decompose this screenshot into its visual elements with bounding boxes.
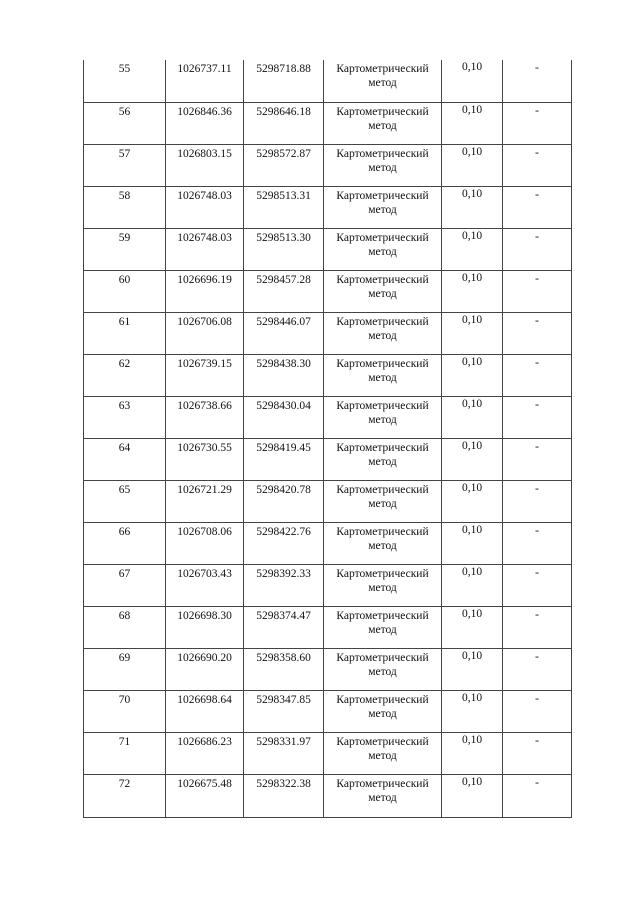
point-number: 65: [118, 483, 131, 496]
point-number-cell: [84, 60, 166, 102]
note-cell: [503, 648, 572, 690]
accuracy-cell: [442, 648, 503, 690]
y-coordinate-cell: [244, 690, 324, 732]
note-value: -: [535, 60, 539, 74]
accuracy-cell: [442, 438, 503, 480]
y-coordinate: 5298392.33: [256, 567, 311, 580]
x-coordinate: 1026738.66: [177, 399, 232, 412]
note-value: -: [535, 564, 539, 579]
point-number: 56: [118, 105, 131, 118]
note-value: -: [535, 732, 539, 747]
method-line-2: метод: [368, 707, 397, 720]
method-cell: [324, 144, 442, 186]
y-coordinate: 5298513.30: [256, 231, 311, 244]
x-coordinate-cell: [166, 270, 244, 312]
coordinates-table-body: [84, 60, 572, 817]
x-coordinate-cell: [166, 396, 244, 438]
y-coordinate: 5298513.31: [256, 189, 311, 202]
method-line-2: метод: [368, 665, 397, 678]
method-line-1: Картометрический: [336, 567, 429, 580]
accuracy-cell: [442, 102, 503, 144]
x-coordinate-cell: [166, 648, 244, 690]
table-row: [84, 438, 572, 480]
point-number: 64: [118, 441, 131, 454]
method-cell: [324, 690, 442, 732]
table-row: [84, 270, 572, 312]
method-line-1: Картометрический: [336, 399, 429, 412]
table-row: [84, 186, 572, 228]
method-cell: [324, 270, 442, 312]
table-row: [84, 522, 572, 564]
x-coordinate: 1026706.08: [177, 315, 232, 328]
accuracy-cell: [442, 354, 503, 396]
method-line-2: метод: [368, 287, 397, 300]
accuracy-cell: [442, 690, 503, 732]
note-cell: [503, 102, 572, 144]
method-line-1: Картометрический: [336, 609, 429, 622]
point-number-cell: [84, 606, 166, 648]
point-number-cell: [84, 312, 166, 354]
y-coordinate-cell: [244, 564, 324, 606]
method-line-2: метод: [368, 455, 397, 468]
x-coordinate-cell: [166, 522, 244, 564]
accuracy-value: 0,10: [461, 607, 483, 620]
x-coordinate-cell: [166, 774, 244, 817]
table-row: [84, 144, 572, 186]
note-value: -: [535, 354, 539, 369]
accuracy-cell: [442, 480, 503, 522]
x-coordinate: 1026748.03: [177, 231, 232, 244]
note-cell: [503, 690, 572, 732]
table-row: [84, 396, 572, 438]
method-cell: [324, 732, 442, 774]
point-number-cell: [84, 774, 166, 817]
note-value: -: [535, 186, 539, 201]
point-number-cell: [84, 648, 166, 690]
point-number: 67: [118, 567, 131, 580]
accuracy-cell: [442, 732, 503, 774]
accuracy-value: 0,10: [461, 523, 483, 536]
table-row: [84, 690, 572, 732]
point-number-cell: [84, 396, 166, 438]
y-coordinate-cell: [244, 144, 324, 186]
x-coordinate-cell: [166, 732, 244, 774]
method-line-1: Картометрический: [336, 777, 429, 790]
accuracy-value: 0,10: [461, 355, 483, 368]
accuracy-cell: [442, 186, 503, 228]
accuracy-value: 0,10: [461, 439, 483, 452]
accuracy-value: 0,10: [461, 733, 483, 746]
point-number: 59: [118, 231, 131, 244]
point-number: 60: [118, 273, 131, 286]
method-line-2: метод: [368, 161, 397, 174]
table-row: [84, 732, 572, 774]
x-coordinate: 1026708.06: [177, 525, 232, 538]
y-coordinate-cell: [244, 102, 324, 144]
y-coordinate: 5298430.04: [256, 399, 311, 412]
y-coordinate-cell: [244, 396, 324, 438]
point-number-cell: [84, 690, 166, 732]
x-coordinate: 1026748.03: [177, 189, 232, 202]
accuracy-value: 0,10: [461, 61, 483, 73]
accuracy-cell: [442, 396, 503, 438]
x-coordinate: 1026703.43: [177, 567, 232, 580]
y-coordinate: 5298438.30: [256, 357, 311, 370]
accuracy-value: 0,10: [461, 775, 483, 788]
note-value: -: [535, 396, 539, 411]
note-cell: [503, 732, 572, 774]
y-coordinate-cell: [244, 648, 324, 690]
accuracy-cell: [442, 60, 503, 102]
method-cell: [324, 564, 442, 606]
note-cell: [503, 312, 572, 354]
note-cell: [503, 144, 572, 186]
method-cell: [324, 774, 442, 817]
accuracy-value: 0,10: [461, 145, 483, 158]
table-row: [84, 606, 572, 648]
y-coordinate-cell: [244, 354, 324, 396]
method-line-2: метод: [368, 539, 397, 552]
note-cell: [503, 60, 572, 102]
point-number: 69: [118, 651, 131, 664]
method-line-1: Картометрический: [336, 693, 429, 706]
method-cell: [324, 60, 442, 102]
method-line-1: Картометрический: [336, 735, 429, 748]
x-coordinate-cell: [166, 480, 244, 522]
y-coordinate-cell: [244, 606, 324, 648]
point-number-cell: [84, 354, 166, 396]
method-cell: [324, 354, 442, 396]
table-row: [84, 312, 572, 354]
x-coordinate: 1026721.29: [177, 483, 232, 496]
method-cell: [324, 312, 442, 354]
point-number-cell: [84, 270, 166, 312]
point-number-cell: [84, 522, 166, 564]
point-number: 62: [118, 357, 131, 370]
method-line-2: метод: [368, 371, 397, 384]
method-line-1: Картометрический: [336, 525, 429, 538]
x-coordinate: 1026803.15: [177, 147, 232, 160]
table-row: [84, 354, 572, 396]
accuracy-value: 0,10: [461, 271, 483, 284]
point-number: 70: [118, 693, 131, 706]
y-coordinate: 5298457.28: [256, 273, 311, 286]
note-value: -: [535, 144, 539, 159]
x-coordinate: 1026675.48: [177, 777, 232, 790]
note-cell: [503, 774, 572, 817]
y-coordinate: 5298422.76: [256, 525, 311, 538]
x-coordinate: 1026686.23: [177, 735, 232, 748]
point-number-cell: [84, 144, 166, 186]
point-number-cell: [84, 102, 166, 144]
note-cell: [503, 228, 572, 270]
accuracy-value: 0,10: [461, 103, 483, 116]
note-cell: [503, 522, 572, 564]
x-coordinate-cell: [166, 690, 244, 732]
x-coordinate-cell: [166, 228, 244, 270]
accuracy-value: 0,10: [461, 187, 483, 200]
note-value: -: [535, 648, 539, 663]
x-coordinate-cell: [166, 102, 244, 144]
method-cell: [324, 186, 442, 228]
point-number-cell: [84, 186, 166, 228]
x-coordinate-cell: [166, 60, 244, 102]
note-value: -: [535, 606, 539, 621]
method-line-1: Картометрический: [336, 441, 429, 454]
note-value: -: [535, 774, 539, 789]
x-coordinate: 1026730.55: [177, 441, 232, 454]
y-coordinate: 5298347.85: [256, 693, 311, 706]
x-coordinate-cell: [166, 438, 244, 480]
method-line-2: метод: [368, 497, 397, 510]
note-cell: [503, 354, 572, 396]
y-coordinate: 5298374.47: [256, 609, 311, 622]
x-coordinate-cell: [166, 186, 244, 228]
note-cell: [503, 186, 572, 228]
accuracy-cell: [442, 774, 503, 817]
y-coordinate: 5298646.18: [256, 105, 311, 118]
point-number: 63: [118, 399, 131, 412]
y-coordinate-cell: [244, 228, 324, 270]
point-number-cell: [84, 564, 166, 606]
point-number: 55: [118, 63, 131, 75]
accuracy-value: 0,10: [461, 313, 483, 326]
method-line-1: Картометрический: [336, 483, 429, 496]
point-number: 72: [118, 777, 131, 790]
x-coordinate-cell: [166, 144, 244, 186]
coordinates-table: [83, 60, 572, 818]
method-line-1: Картометрический: [336, 273, 429, 286]
accuracy-cell: [442, 312, 503, 354]
accuracy-value: 0,10: [461, 229, 483, 242]
method-cell: [324, 648, 442, 690]
point-number-cell: [84, 480, 166, 522]
accuracy-value: 0,10: [461, 565, 483, 578]
accuracy-cell: [442, 564, 503, 606]
method-line-2: метод: [368, 119, 397, 132]
method-cell: [324, 480, 442, 522]
method-line-2: метод: [368, 329, 397, 342]
x-coordinate: 1026698.64: [177, 693, 232, 706]
method-line-2: метод: [368, 203, 397, 216]
method-line-1: Картометрический: [336, 357, 429, 370]
table-row: [84, 774, 572, 817]
point-number: 71: [118, 735, 131, 748]
point-number: 66: [118, 525, 131, 538]
note-value: -: [535, 270, 539, 285]
accuracy-cell: [442, 228, 503, 270]
accuracy-value: 0,10: [461, 649, 483, 662]
accuracy-cell: [442, 144, 503, 186]
point-number-cell: [84, 438, 166, 480]
x-coordinate: 1026690.20: [177, 651, 232, 664]
x-coordinate-cell: [166, 354, 244, 396]
note-value: -: [535, 522, 539, 537]
y-coordinate: 5298446.07: [256, 315, 311, 328]
x-coordinate-cell: [166, 564, 244, 606]
y-coordinate: 5298419.45: [256, 441, 311, 454]
method-cell: [324, 396, 442, 438]
accuracy-cell: [442, 606, 503, 648]
method-line-1: Картометрический: [336, 315, 429, 328]
accuracy-value: 0,10: [461, 691, 483, 704]
method-line-2: метод: [368, 791, 397, 804]
method-line-2: метод: [368, 581, 397, 594]
note-value: -: [535, 228, 539, 243]
y-coordinate: 5298572.87: [256, 147, 311, 160]
y-coordinate-cell: [244, 480, 324, 522]
method-line-1: Картометрический: [336, 105, 429, 118]
point-number: 61: [118, 315, 131, 328]
x-coordinate-cell: [166, 312, 244, 354]
note-cell: [503, 270, 572, 312]
method-cell: [324, 102, 442, 144]
y-coordinate: 5298718.88: [256, 63, 311, 75]
table-row: [84, 228, 572, 270]
method-line-1: Картометрический: [336, 231, 429, 244]
y-coordinate-cell: [244, 186, 324, 228]
method-line-2: метод: [368, 413, 397, 426]
point-number-cell: [84, 732, 166, 774]
method-line-1: Картометрический: [336, 147, 429, 160]
note-cell: [503, 564, 572, 606]
accuracy-cell: [442, 522, 503, 564]
y-coordinate-cell: [244, 60, 324, 102]
x-coordinate: 1026696.19: [177, 273, 232, 286]
point-number-cell: [84, 228, 166, 270]
method-line-2: метод: [368, 623, 397, 636]
x-coordinate: 1026846.36: [177, 105, 232, 118]
method-line-2: метод: [368, 245, 397, 258]
note-cell: [503, 438, 572, 480]
table-row: [84, 564, 572, 606]
note-cell: [503, 396, 572, 438]
table-row: [84, 102, 572, 144]
method-cell: [324, 522, 442, 564]
method-line-1: Картометрический: [336, 189, 429, 202]
method-cell: [324, 606, 442, 648]
note-value: -: [535, 102, 539, 117]
note-value: -: [535, 690, 539, 705]
accuracy-value: 0,10: [461, 397, 483, 410]
y-coordinate: 5298331.97: [256, 735, 311, 748]
y-coordinate: 5298420.78: [256, 483, 311, 496]
x-coordinate-cell: [166, 606, 244, 648]
y-coordinate-cell: [244, 522, 324, 564]
method-cell: [324, 438, 442, 480]
x-coordinate: 1026737.11: [177, 63, 232, 75]
point-number: 58: [118, 189, 131, 202]
method-line-2: метод: [368, 77, 397, 89]
note-cell: [503, 480, 572, 522]
note-value: -: [535, 312, 539, 327]
y-coordinate: 5298358.60: [256, 651, 311, 664]
table-row: [84, 648, 572, 690]
y-coordinate-cell: [244, 270, 324, 312]
x-coordinate: 1026739.15: [177, 357, 232, 370]
table-row: [84, 60, 572, 102]
table-row: [84, 480, 572, 522]
accuracy-cell: [442, 270, 503, 312]
note-value: -: [535, 438, 539, 453]
method-line-1: Картометрический: [336, 651, 429, 664]
point-number: 68: [118, 609, 131, 622]
x-coordinate: 1026698.30: [177, 609, 232, 622]
y-coordinate-cell: [244, 774, 324, 817]
accuracy-value: 0,10: [461, 481, 483, 494]
y-coordinate-cell: [244, 438, 324, 480]
y-coordinate-cell: [244, 312, 324, 354]
method-line-2: метод: [368, 749, 397, 762]
method-line-1: Картометрический: [336, 63, 429, 75]
note-value: -: [535, 480, 539, 495]
y-coordinate: 5298322.38: [256, 777, 311, 790]
y-coordinate-cell: [244, 732, 324, 774]
method-cell: [324, 228, 442, 270]
point-number: 57: [118, 147, 131, 160]
note-cell: [503, 606, 572, 648]
